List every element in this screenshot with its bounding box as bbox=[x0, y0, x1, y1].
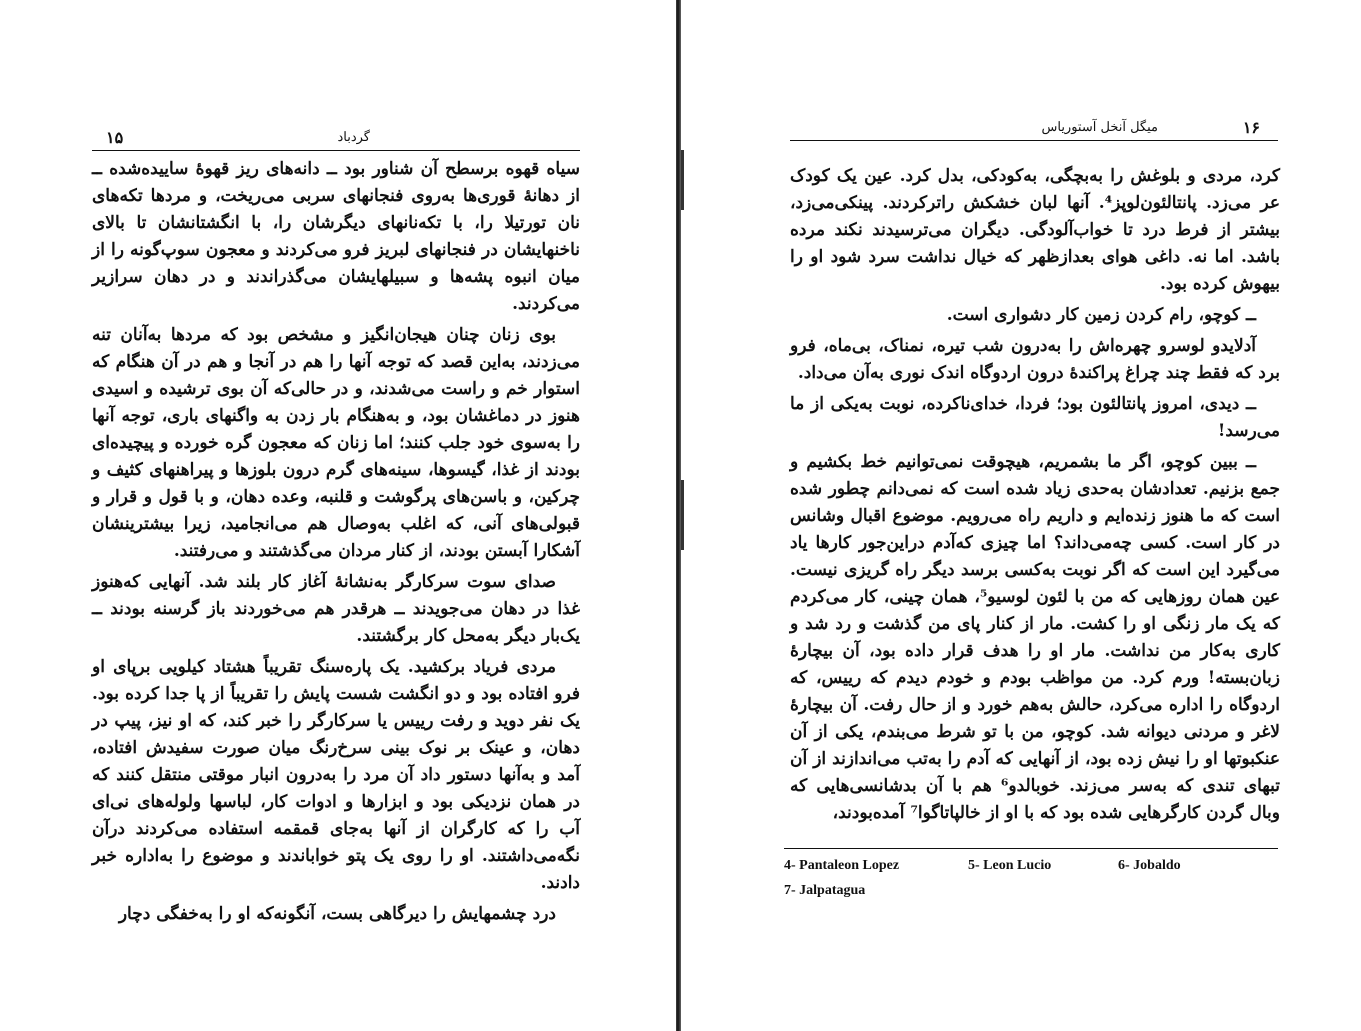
right-body-text bbox=[790, 163, 1280, 831]
footnote: 4- Pantaleon Lopez bbox=[784, 858, 900, 873]
paragraph: ــ ببین کوچو، اگر ما بشمریم، هیچوقت نمی‌توانیم خط بکشیم و جمع بزنیم. تعدادشان به‌حدی زیاد شده است که نمی‌دانم چطور شده است که ما هنوز زنده‌ایم و داریم راه می‌رویم. موضوع اقبال وشانس در کار است. کسی چه‌می‌داند؟ اما چیزی که‌آدم دراین‌جور کارها یاد می‌گیرد این است که اگر نوبت به‌کسی برسد دیگر راه گریزی نیست. عین همان روزهایی که من با لئون لوسیو⁵، همان چینی، کار می‌کردم که یک مار زنگی او را کشت. مار از کنار پای من گذشت و رد شد و کاری به‌کار من نداشت. مار او را هدف قرار داده بود، آن بیچارهٔ زبان‌بسته! ورم کرد. من مواظب بودم و خودم دیدم که رییس، که اردوگاه را اداره می‌کرد، حالش به‌هم خورد و از حال رفت. آن بیچارهٔ لاغر و مردنی دیوانه شد. کوچو، من با تو شرط می‌بندم، یکی از آن عنکبوتها او را نیش زده بود، از آنهایی که آدم را به‌تب می‌اندازند از آن تبهای تندی که به‌سر می‌زند. خوبالدو⁶ هم با آن بدشانسی‌هایی که وبال گردن کارگرهایی شده بود که با او از خالپاتاگوا⁷ آمده‌بودند، bbox=[790, 452, 1281, 823]
paragraph: ــ کوچو، رام کردن زمین کار دشواری است. bbox=[946, 305, 1256, 325]
right-page-number: ۱۶ bbox=[1242, 118, 1260, 137]
left-page bbox=[0, 0, 676, 1031]
paragraph: سیاه قهوه برسطح آن شناور بود ــ دانه‌های ریز قهوهٔ ساییده‌شده ــ از دهانهٔ قوری‌ها به‌روی فنجانهای سربی می‌ریخت، و مردها تکه‌های نان تورتیلا را، با تکه‌نانهای دیگرشان را، با انگشتانشان تا بالای ناخنهایشان در فنجانهای لبریز فرو می‌کردند و معجون سوپ‌گونه را از میان انبوه پشه‌ها و سبیلهایشان می‌گذراندند و در دهان سرازیر می‌کردند. bbox=[92, 159, 580, 314]
right-page-header bbox=[790, 118, 1278, 141]
left-page-header bbox=[92, 128, 580, 151]
paragraph: صدای سوت سرکارگر به‌نشانهٔ آغاز کار بلند شد. آنهایی که‌هنوز غذا در دهان می‌جویدند ــ هرقدر هم می‌خوردند باز گرسنه بودند ــ یک‌بار دیگر به‌محل کار برگشتند. bbox=[92, 572, 580, 646]
footnote-rule bbox=[784, 848, 1278, 849]
paragraph: کرد، مردی و بلوغش را به‌بچگی، به‌کودکی، بدل کرد. عین یک کودک عر می‌زد. پانتالئون‌لوپز⁴. آنها لبان خشکش را‌ترکردند. پینکی‌می‌زد، بیشتر از فرط درد تا خواب‌آلودگی. دیگران می‌ترسیدند نکند مرده باشد. اما نه. داغی هوای بعدازظهر که خیال نداشت سرد شود او را بیهوش کرده بود. bbox=[790, 166, 1280, 294]
right-page bbox=[684, 0, 1361, 1031]
footnote: 5- Leon Lucio bbox=[968, 858, 1052, 873]
paragraph: ــ دیدی، امروز پانتالئون بود؛ فردا، خدای‌ناکرده، نوبت به‌یکی از ما می‌رسد! bbox=[790, 394, 1280, 441]
footnotes bbox=[784, 853, 1278, 903]
right-running-title: میگل آنخل آستوریاس bbox=[1041, 120, 1158, 135]
paragraph: درد چشمهایش را دیرگاهی بست، آنگونه‌که او را به‌خفگی دچار bbox=[118, 904, 556, 924]
footnote: 6- Jobaldo bbox=[1118, 858, 1181, 873]
paragraph: آدلایدو لوسرو چهره‌اش را به‌درون شب تیره، نمناک، بی‌ماه، فرو برد که فقط چند چراغ پراکندهٔ درون اردوگاه اندک نوری به‌آن می‌داد. bbox=[790, 336, 1280, 383]
footnote: 7- Jalpatagua bbox=[784, 883, 866, 898]
left-body-text bbox=[92, 156, 580, 932]
paragraph: بوی زنان چنان هیجان‌انگیز و مشخص بود که مردها به‌آنان تنه می‌زدند، به‌این قصد که توجه آنها را هم در آنجا و هم در آن هنگام که استوار خم و راست می‌شدند، و در حالی‌که آن بوی ترشیده و اسیدی هنوز در دماغشان بود، و به‌هنگام بار زدن به واگنهای باری، توجه آنها را به‌سوی خود جلب کنند؛ اما زنان که معجون گره خورده و پیچیده‌ای بودند از غذا، گیسوها، سینه‌های گرم درون بلوزها و پیراهنهای کثیف و چرکین، و باسن‌های پرگوشت و قلنبه، وعده دهان، و با قول و قرار و قبولی‌های آنی، که اغلب به‌وصال هم می‌انجامید، زیرا بیشترینشان آشکارا آبستن بودند، از کنار مردان می‌گذشتند و می‌رفتند. bbox=[92, 325, 580, 561]
paragraph: مردی فریاد برکشید. یک پاره‌سنگ تقریباً هشتاد کیلویی برپای او فرو افتاده بود و دو انگشت شست پایش را تقریباً از پا جدا کرده بود. یک نفر دوید و رفت رییس یا سرکارگر را خبر کند، که او نیز، پیپ در دهان، و عینک بر نوک بینی سرخ‌رنگ میان صورت سفیدش افتاده، آمد و به‌آنها دستور داد آن مرد را به‌درون انبار موقتی منتقل کنند که در همان نزدیکی بود و ابزارها و ادوات کار، لباسها ولوله‌های نی‌ای آب را که کارگران از آنها به‌جای قمقمه استفاده می‌کردند درآن نگه‌می‌داشتند. او را روی یک پتو خواباندند و موضوع را به‌اداره خبر دادند. bbox=[92, 657, 580, 893]
left-running-title: گردباد bbox=[337, 130, 370, 145]
left-page-number: ۱۵ bbox=[106, 128, 124, 147]
